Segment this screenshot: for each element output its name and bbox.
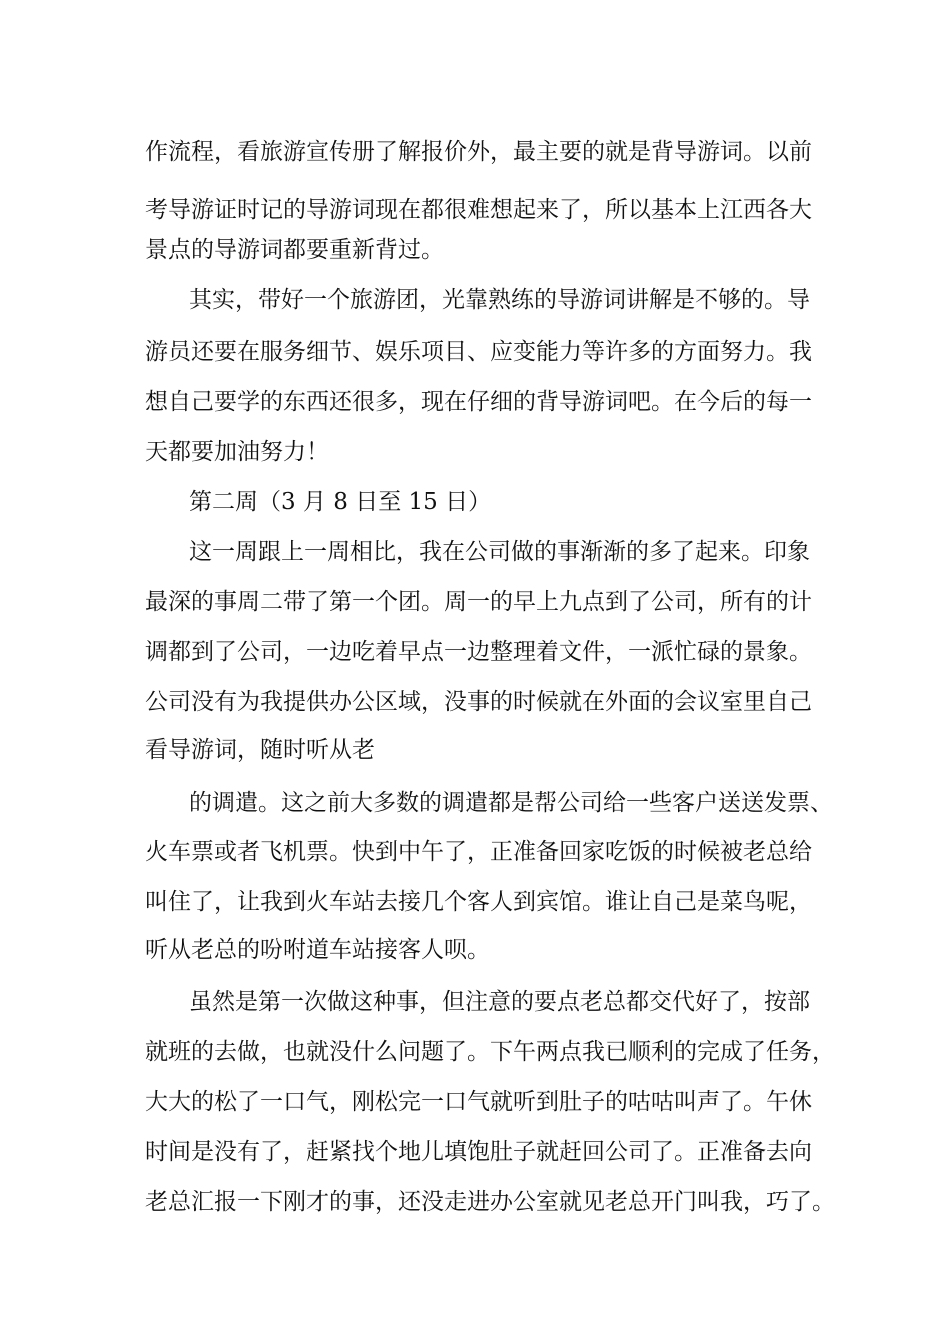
- text-line: 景点的导游词都要重新背过。: [145, 237, 444, 263]
- text-line: 听从老总的吩咐道车站接客人呗。: [145, 937, 490, 963]
- text-line: 叫住了，让我到火车站去接几个客人到宾馆。谁让自己是菜鸟呢，: [145, 889, 812, 915]
- text-line: 公司没有为我提供办公区域，没事的时候就在外面的会议室里自己: [145, 689, 812, 715]
- paragraph-first-line: 的调遣。这之前大多数的调遣都是帮公司给一些客户送送发票、: [189, 790, 833, 816]
- paragraph-first-line: 虽然是第一次做这种事，但注意的要点老总都交代好了，按部: [189, 989, 810, 1015]
- text-line: 最深的事周二带了第一个团。周一的早上九点到了公司，所有的计: [145, 589, 812, 615]
- text-line: 看导游词，随时听从老: [145, 737, 375, 763]
- text-line: 时间是没有了，赶紧找个地儿填饱肚子就赶回公司了。正准备去向: [145, 1139, 812, 1165]
- text-line: 大大的松了一口气，刚松完一口气就听到肚子的咕咕叫声了。午休: [145, 1089, 812, 1115]
- text-line: 就班的去做，也就没什么问题了。下午两点我已顺利的完成了任务，: [145, 1039, 835, 1065]
- text-line: 火车票或者飞机票。快到中午了，正准备回家吃饭的时候被老总给: [145, 839, 812, 865]
- text-line: 想自己要学的东西还很多，现在仔细的背导游词吧。在今后的每一: [145, 389, 812, 415]
- paragraph-first-line: 其实，带好一个旅游团，光靠熟练的导游词讲解是不够的。导: [189, 287, 810, 313]
- section-heading: 第二周（3 月 8 日至 15 日）: [189, 489, 492, 515]
- text-line: 天都要加油努力！: [145, 439, 329, 465]
- text-line: 考导游证时记的导游词现在都很难想起来了，所以基本上江西各大: [145, 197, 812, 223]
- text-line: 作流程，看旅游宣传册了解报价外，最主要的就是背导游词。以前: [145, 139, 812, 165]
- text-line: 老总汇报一下刚才的事，还没走进办公室就见老总开门叫我，巧了。: [145, 1189, 835, 1215]
- text-line: 调都到了公司，一边吃着早点一边整理着文件，一派忙碌的景象。: [145, 639, 812, 665]
- text-line: 游员还要在服务细节、娱乐项目、应变能力等许多的方面努力。我: [145, 339, 812, 365]
- paragraph-first-line: 这一周跟上一周相比，我在公司做的事渐渐的多了起来。印象: [189, 539, 810, 565]
